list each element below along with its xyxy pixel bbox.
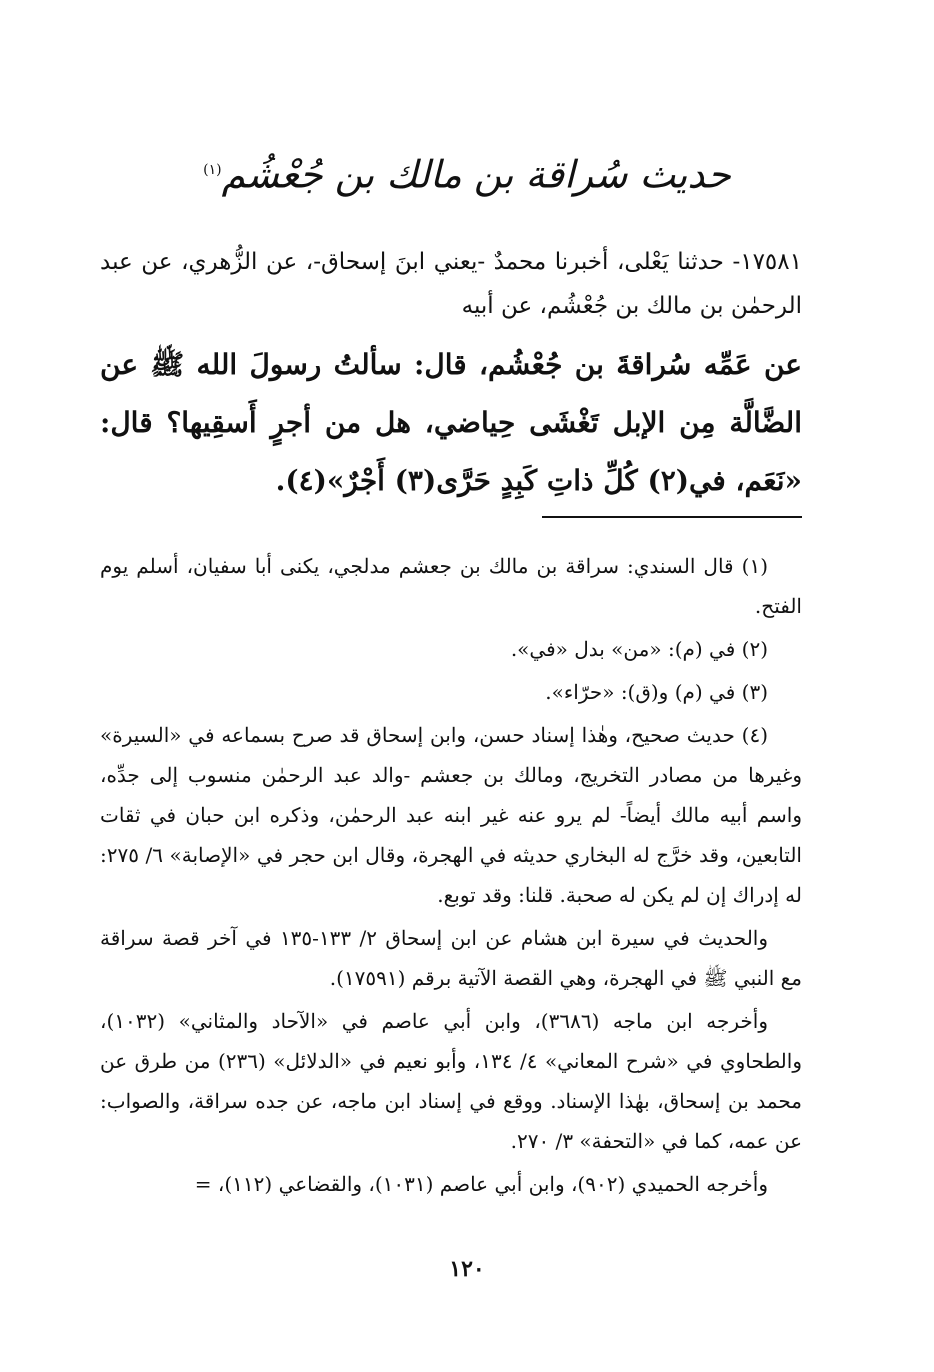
hadith-isnad: ١٧٥٨١- حدثنا يَعْلى، أخبرنا محمدٌ -يعني ابنَ إسحاق-، عن الزُّهري، عن عبد الرحمٰن بن مالك بن جُعْشُم، عن أبيه (100, 249, 802, 319)
footnote-separator (542, 516, 802, 518)
footnote-4: (٤) حديث صحيح، وهٰذا إسناد حسن، وابن إسحاق قد صرح بسماعه في «السيرة» وغيرها من مصادر التخريج، ومالك بن جعشم -والد عبد الرحمٰن منسوب إلى جدِّه، واسم أبيه مالك أيضاً- لم يرو عنه غير ابنه عبد الرحمٰن، وذكره ابن حبان في ثقات التابعين، وقد خرَّج له البخاري حديثه في الهجرة، وقال ابن حجر في «الإصابة» ٦/ ٢٧٥: له إدراك إن لم يكن له صحبة. قلنا: وقد توبع. (100, 723, 802, 907)
chapter-title (200, 140, 734, 205)
footnotes (100, 546, 802, 1207)
hadith-text: عن عَمِّه سُراقةَ بن جُعْشُم، قال: سألتُ رسولَ الله ﷺ عن الضَّالَّة مِن الإبل تَغْشَى حِياضي، هل من أجرٍ أَسقِيها؟ قال: «نَعَم، في(٢) كُلِّ ذاتِ كَبِدٍ حَرَّى(٣) أَجْرٌ»(٤). (100, 348, 802, 497)
footnote-2: (٢) في (م): «من» بدل «في». (510, 637, 768, 661)
footnote-3: (٣) في (م) و(ق): «حرّاء». (545, 680, 768, 704)
footnote-1: (١) قال السندي: سراقة بن مالك بن جعشم مدلجي، يكنى أبا سفيان، أسلم يوم الفتح. (100, 554, 802, 618)
title-footnote-marker: (١) (203, 162, 222, 178)
footnote-4-continued-takhrij: وأخرجه ابن ماجه (٣٦٨٦)، وابن أبي عاصم في «الآحاد والمثاني» (١٠٣٢)، والطحاوي في «شرح المعاني» ٤/ ١٣٤، وأبو نعيم في «الدلائل» (٢٣٦) من طرق عن محمد بن إسحاق، بهٰذا الإسناد. ووقع في إسناد ابن ماجه، عن جده سراقة، والصواب: عن عمه، كما في «التحفة» ٣/ ٢٧٠. (100, 1009, 802, 1153)
chapter-title-text: حديث سُراقة بن مالك بن جُعْشُم (221, 152, 731, 197)
footnote-4-continued-sira: والحديث في سيرة ابن هشام عن ابن إسحاق ٢/ ١٣٣-١٣٥ في آخر قصة سراقة مع النبي ﷺ في الهجرة، وهي القصة الآتية برقم (١٧٥٩١). (100, 926, 802, 990)
footnote-4-continued-humaidi: وأخرجه الحميدي (٩٠٢)، وابن أبي عاصم (١٠٣١)، والقضاعي (١١٢)، = (194, 1172, 768, 1196)
page-number: ١٢٠ (449, 1256, 485, 1282)
